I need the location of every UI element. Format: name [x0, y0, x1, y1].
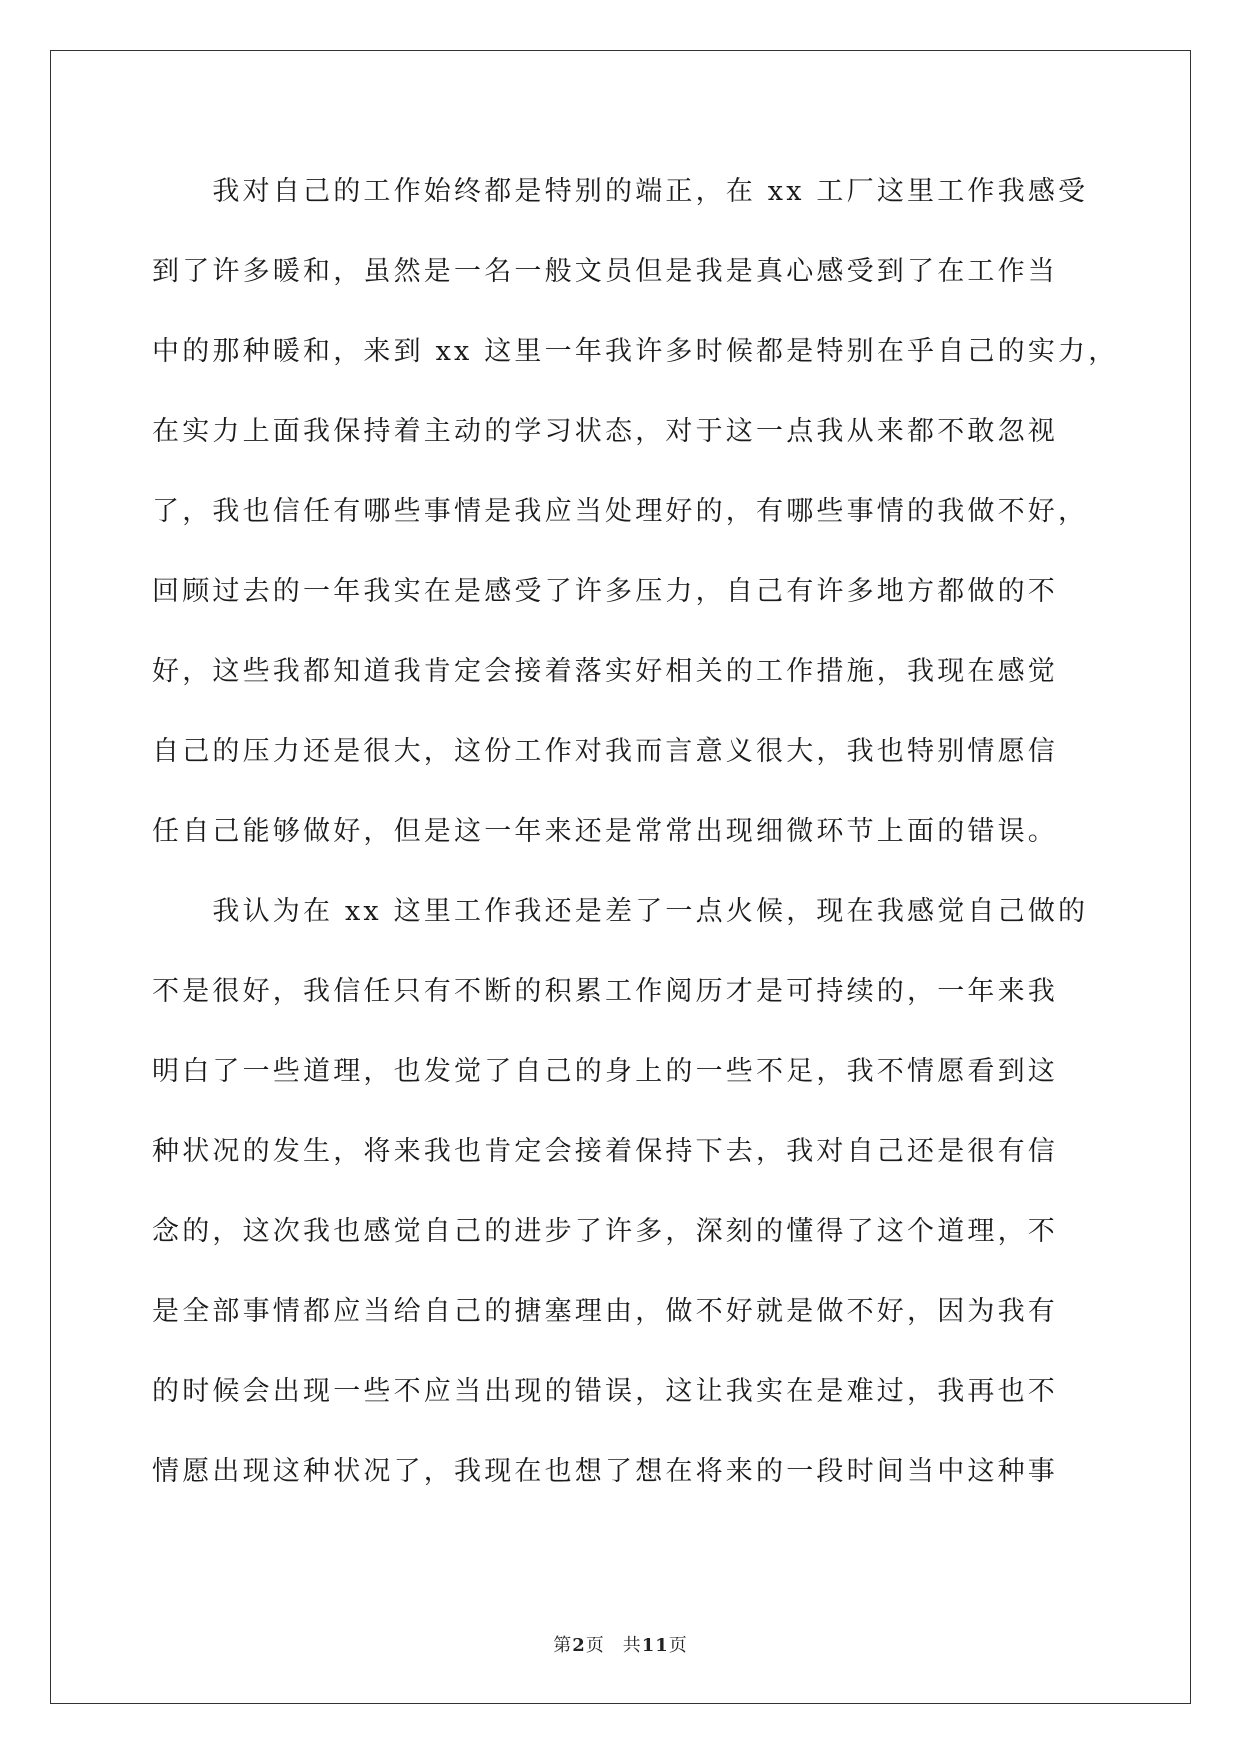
footer-total-pages: 11	[641, 1635, 669, 1656]
body-line-11: 不是很好，我信任只有不断的积累工作阅历才是可持续的，一年来我	[152, 976, 1058, 1007]
footer-page-unit: 页	[585, 1635, 605, 1656]
body-line-7: 好，这些我都知道我肯定会接着落实好相关的工作措施，我现在感觉	[152, 656, 1058, 687]
body-line-2: 到了许多暖和，虽然是一名一般文员但是我是真心感受到了在工作当	[152, 256, 1058, 287]
page-footer	[0, 1634, 1241, 1658]
footer-page-number: 2	[572, 1635, 586, 1656]
body-line-8: 自己的压力还是很大，这份工作对我而言意义很大，我也特别情愿信	[152, 736, 1058, 767]
body-line-4: 在实力上面我保持着主动的学习状态，对于这一点我从来都不敢忽视	[152, 416, 1058, 447]
footer-total-prefix: 共	[622, 1635, 642, 1656]
body-line-9: 任自己能够做好，但是这一年来还是常常出现细微环节上面的错误。	[152, 816, 1058, 847]
body-line-5: 了，我也信任有哪些事情是我应当处理好的，有哪些事情的我做不好，	[152, 496, 1089, 527]
body-line-3: 中的那种暖和，来到 xx 这里一年我许多时候都是特别在乎自己的实力，	[152, 336, 1119, 367]
body-line-17: 情愿出现这种状况了，我现在也想了想在将来的一段时间当中这种事	[152, 1456, 1058, 1487]
body-line-10: 我认为在 xx 这里工作我还是差了一点火候，现在我感觉自己做的	[152, 896, 1089, 927]
body-line-6: 回顾过去的一年我实在是感受了许多压力，自己有许多地方都做的不	[152, 576, 1058, 607]
footer-total-unit: 页	[668, 1635, 688, 1656]
body-line-14: 念的，这次我也感觉自己的进步了许多，深刻的懂得了这个道理，不	[152, 1216, 1058, 1247]
footer-page-prefix: 第	[553, 1635, 573, 1656]
body-line-16: 的时候会出现一些不应当出现的错误，这让我实在是难过，我再也不	[152, 1376, 1058, 1407]
body-line-13: 种状况的发生，将来我也肯定会接着保持下去，我对自己还是很有信	[152, 1136, 1058, 1167]
body-line-12: 明白了一些道理，也发觉了自己的身上的一些不足，我不情愿看到这	[152, 1056, 1058, 1087]
body-line-1: 我对自己的工作始终都是特别的端正，在 xx 工厂这里工作我感受	[152, 176, 1089, 207]
body-line-15: 是全部事情都应当给自己的搪塞理由，做不好就是做不好，因为我有	[152, 1296, 1058, 1327]
